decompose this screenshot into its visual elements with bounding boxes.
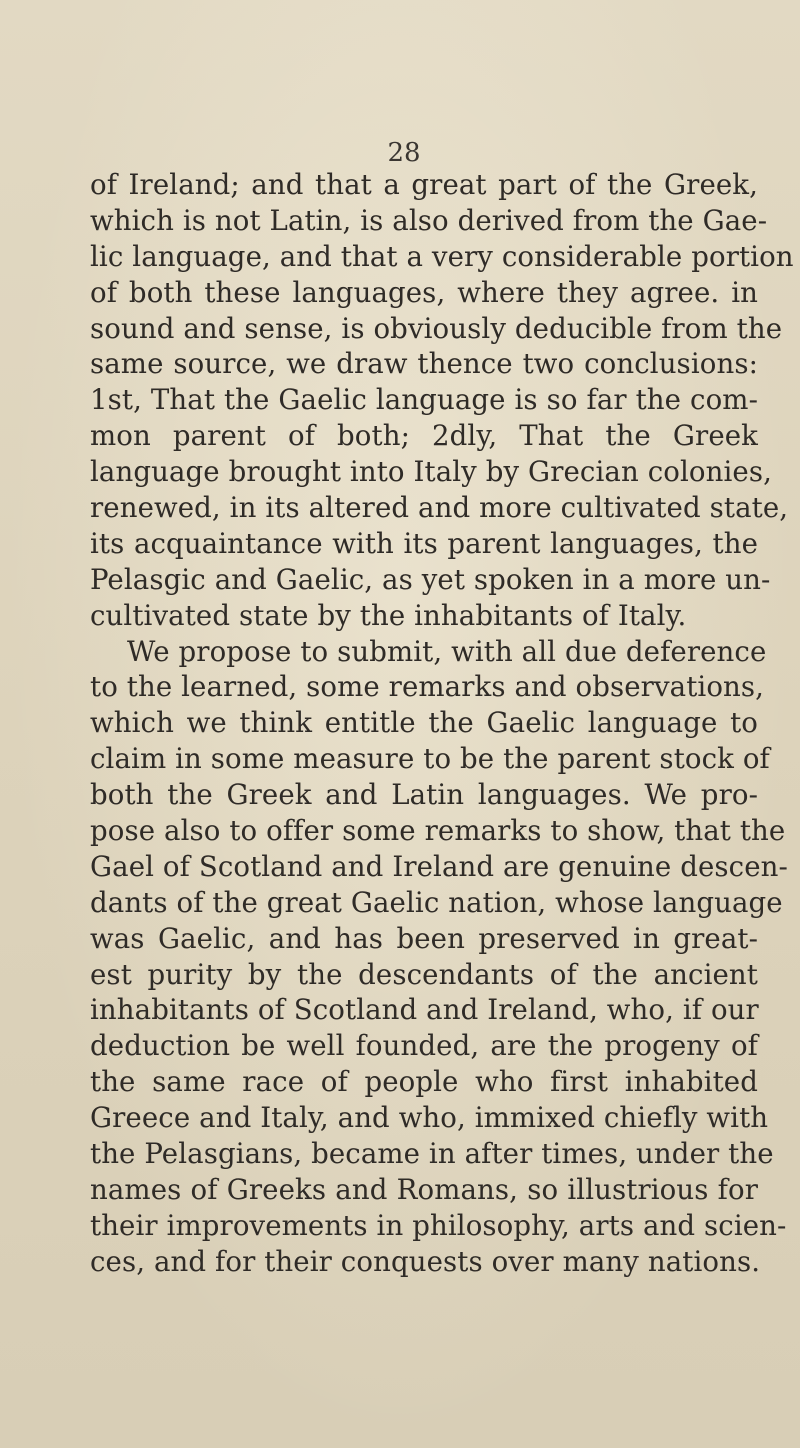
text-line: the Pelasgians, became in after times, under the <box>90 1137 774 1171</box>
text-line: ces, and for their conquests over many nations. <box>90 1244 761 1278</box>
text-line: names of Greeks and Romans, so illustrious for <box>90 1172 758 1206</box>
text-line: renewed, in its altered and more cultivated state, <box>90 491 789 525</box>
text-line: inhabitants of Scotland and Ireland, who, if our <box>90 993 759 1027</box>
text-line: Pelasgic and Gaelic, as yet spoken in a more un- <box>90 562 771 596</box>
text-line: claim in some measure to be the parent stock of <box>90 742 770 776</box>
text-line: was Gaelic, and has been preserved in great- <box>90 921 758 955</box>
text-line: Gael of Scotland and Ireland are genuine descen- <box>90 849 788 883</box>
page-number: 28 <box>387 138 421 168</box>
text-line: sound and sense, is obviously deducible from the <box>90 311 783 345</box>
text-line: their improvements in philosophy, arts and scien- <box>90 1208 787 1242</box>
text-line: est purity by the descendants of the ancient <box>90 957 758 991</box>
text-line: We propose to submit, with all due deference <box>127 634 767 668</box>
text-line: same source, we draw thence two conclusions: <box>90 347 758 381</box>
text-line: 1st, That the Gaelic language is so far the com- <box>90 383 758 417</box>
text-line: to the learned, some remarks and observations, <box>90 670 765 704</box>
text-line: pose also to offer some remarks to show, that the <box>90 814 786 848</box>
text-line: its acquaintance with its parent languages, the <box>90 526 758 560</box>
text-line: language brought into Italy by Grecian colonies, <box>90 455 772 489</box>
body-text <box>90 167 794 1280</box>
text-line: deduction be well founded, are the progeny of <box>90 1029 758 1063</box>
text-line: of Ireland; and that a great part of the Greek, <box>90 168 758 201</box>
text-line: both the Greek and Latin languages. We pro- <box>90 778 758 812</box>
text-line: cultivated state by the inhabitants of Italy. <box>90 598 687 632</box>
text-line: the same race of people who first inhabited <box>90 1065 758 1099</box>
text-line: mon parent of both; 2dly, That the Greek <box>90 419 758 453</box>
text-line: dants of the great Gaelic nation, whose language <box>90 885 783 919</box>
text-line: which is not Latin, is also derived from the Gae- <box>90 203 768 237</box>
text-line: lic language, and that a very considerable portion <box>90 239 794 273</box>
text-line: of both these languages, where they agree. in <box>90 275 758 309</box>
text-line: which we think entitle the Gaelic language to <box>90 706 758 740</box>
text-line: Greece and Italy, and who, immixed chiefly with <box>90 1101 769 1135</box>
